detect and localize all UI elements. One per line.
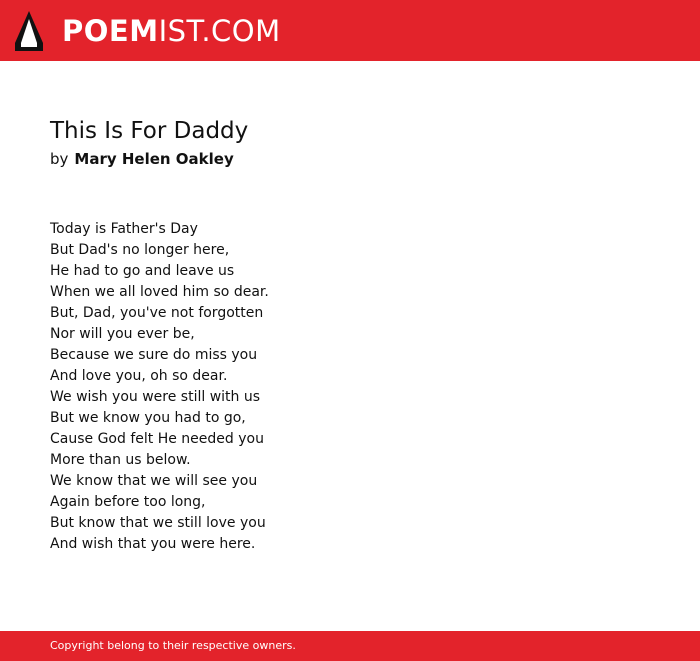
poem-body xyxy=(50,219,269,555)
logo-light-text: IST.COM xyxy=(158,13,281,48)
site-header xyxy=(0,0,700,61)
poem-line: Again before too long, xyxy=(50,494,206,510)
site-footer xyxy=(0,631,700,661)
poem-line: We know that we will see you xyxy=(50,473,258,489)
logo-bold-text: POEM xyxy=(62,13,159,48)
author-link[interactable]: Mary Helen Oakley xyxy=(74,150,234,168)
poem-line: Because we sure do miss you xyxy=(50,347,258,363)
poem-line: Nor will you ever be, xyxy=(50,326,195,342)
poem-line: And love you, oh so dear. xyxy=(50,368,228,384)
poem-line: But Dad's no longer here, xyxy=(50,242,230,258)
pencil-icon xyxy=(14,9,44,53)
copyright-text: Copyright belong to their respective owners. xyxy=(50,639,296,652)
poem-line: And wish that you were here. xyxy=(50,536,256,552)
poem-title: This Is For Daddy xyxy=(50,118,249,144)
site-logo-text xyxy=(62,13,281,48)
poem-line: But we know you had to go, xyxy=(50,410,246,426)
poem-line: But know that we still love you xyxy=(50,515,266,531)
poem-byline xyxy=(50,149,234,169)
site-logo-link[interactable] xyxy=(14,8,281,54)
poem-line: More than us below. xyxy=(50,452,191,468)
poem-line: Today is Father's Day xyxy=(50,221,198,237)
poem-line: But, Dad, you've not forgotten xyxy=(50,305,264,321)
poem-line: When we all loved him so dear. xyxy=(50,284,269,300)
by-label: by xyxy=(50,150,69,168)
poem-line: Cause God felt He needed you xyxy=(50,431,264,447)
poem-line: We wish you were still with us xyxy=(50,389,261,405)
poem-line: He had to go and leave us xyxy=(50,263,235,279)
